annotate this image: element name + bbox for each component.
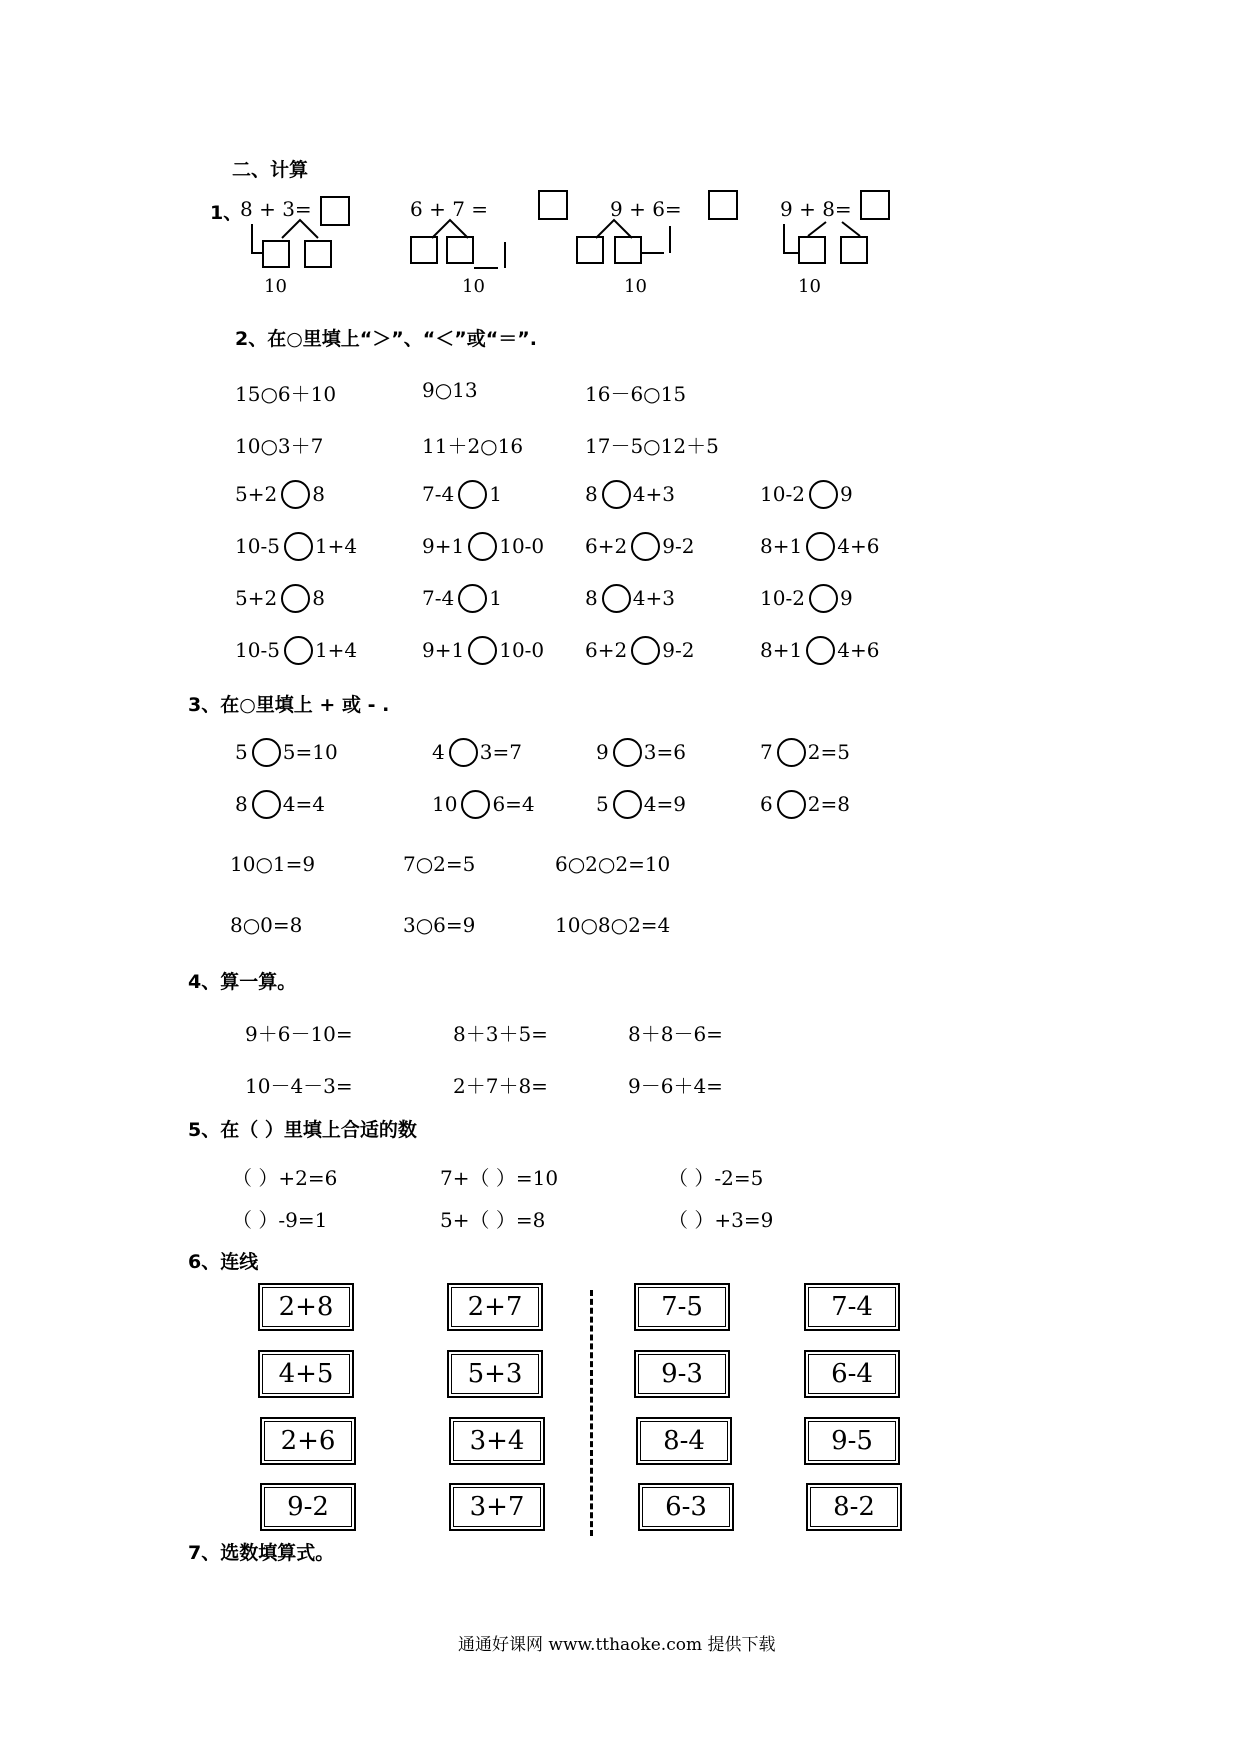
compare-expr: 16－6○15 bbox=[585, 382, 687, 406]
calc-expr: 2＋7＋8= bbox=[453, 1074, 548, 1098]
expr-left: 10-5 bbox=[235, 638, 280, 662]
ten-label: 10 bbox=[624, 276, 647, 297]
expr-right: 4=4 bbox=[282, 792, 325, 816]
expr-right: 3=7 bbox=[479, 740, 522, 764]
decomposition-lines bbox=[0, 0, 1240, 320]
expr-left: 10-2 bbox=[760, 482, 805, 506]
section-title: 二、计算 bbox=[232, 159, 309, 181]
split-box[interactable] bbox=[576, 236, 604, 264]
answer-circle[interactable] bbox=[468, 636, 497, 665]
q7-label: 7、选数填算式。 bbox=[188, 1542, 335, 1564]
operator-expr: 7○2=5 bbox=[403, 852, 476, 876]
match-box[interactable]: 5+3 bbox=[447, 1350, 543, 1398]
q6-label: 6、连线 bbox=[188, 1251, 259, 1273]
match-box[interactable]: 7-5 bbox=[634, 1283, 730, 1331]
split-box[interactable] bbox=[304, 240, 332, 268]
answer-circle[interactable] bbox=[284, 636, 313, 665]
answer-circle[interactable] bbox=[281, 584, 310, 613]
expr-left: 8+1 bbox=[760, 638, 803, 662]
calc-expr: 9＋6－10= bbox=[245, 1022, 353, 1046]
ten-label: 10 bbox=[264, 276, 287, 297]
answer-circle[interactable] bbox=[281, 480, 310, 509]
expr-left: 6+2 bbox=[585, 638, 628, 662]
match-box[interactable]: 2+7 bbox=[447, 1283, 543, 1331]
expr-left: 5+2 bbox=[235, 586, 278, 610]
expr-right: 3=6 bbox=[643, 740, 686, 764]
expr-right: 1 bbox=[489, 482, 502, 506]
expr-left: 6+2 bbox=[585, 534, 628, 558]
q1-item-3: 9 + 6= bbox=[610, 197, 682, 221]
footer-text: 通通好课网 www.tthaoke.com 提供下载 bbox=[458, 1635, 776, 1655]
expr-left: 10-5 bbox=[235, 534, 280, 558]
answer-circle[interactable] bbox=[631, 636, 660, 665]
expr-left: 8 bbox=[585, 586, 598, 610]
expr-left: 4 bbox=[432, 740, 445, 764]
expr-right: 4+3 bbox=[632, 482, 675, 506]
match-box[interactable]: 4+5 bbox=[258, 1350, 354, 1398]
match-box[interactable]: 2+8 bbox=[258, 1283, 354, 1331]
expr-right: 9 bbox=[839, 586, 853, 610]
expr-right: 9 bbox=[839, 482, 853, 506]
q1-label: 1、 bbox=[210, 202, 243, 224]
operator-expr: 8○0=8 bbox=[230, 913, 303, 937]
expr-left: 9+1 bbox=[422, 638, 465, 662]
operator-expr: 3○6=9 bbox=[403, 913, 476, 937]
q1-item-1: 8 + 3= bbox=[240, 197, 312, 221]
answer-circle[interactable] bbox=[631, 532, 660, 561]
q3-label: 3、在○里填上 + 或 - . bbox=[188, 694, 390, 716]
split-box[interactable] bbox=[410, 236, 438, 264]
expr-right: 1+4 bbox=[314, 638, 358, 662]
expr-right: 9-2 bbox=[662, 638, 695, 662]
expr-left: 8 bbox=[585, 482, 598, 506]
answer-circle[interactable] bbox=[458, 480, 487, 509]
expr-left: 5 bbox=[596, 792, 609, 816]
answer-circle[interactable] bbox=[777, 738, 806, 767]
fill-expr: （ ）-2=5 bbox=[668, 1166, 764, 1190]
expr-right: 4=9 bbox=[643, 792, 686, 816]
expr-left: 7-4 bbox=[422, 482, 455, 506]
answer-circle[interactable] bbox=[809, 584, 838, 613]
expr-left: 6 bbox=[760, 792, 773, 816]
split-box[interactable] bbox=[614, 236, 642, 264]
match-box[interactable]: 9-2 bbox=[260, 1483, 356, 1531]
match-box[interactable]: 6-4 bbox=[804, 1350, 900, 1398]
expr-right: 8 bbox=[312, 586, 325, 610]
answer-circle[interactable] bbox=[602, 584, 631, 613]
expr-right: 10-0 bbox=[499, 638, 545, 662]
expr-right: 9-2 bbox=[662, 534, 695, 558]
answer-circle[interactable] bbox=[809, 480, 838, 509]
answer-circle[interactable] bbox=[602, 480, 631, 509]
q2-label: 2、在○里填上“＞”、“＜”或“＝”. bbox=[235, 328, 537, 350]
expr-left: 8+1 bbox=[760, 534, 803, 558]
ten-label: 10 bbox=[798, 276, 821, 297]
fill-expr: 5+（ ）=8 bbox=[440, 1208, 546, 1232]
fill-expr: （ ）-9=1 bbox=[232, 1208, 328, 1232]
match-box[interactable]: 9-3 bbox=[634, 1350, 730, 1398]
expr-right: 1 bbox=[489, 586, 502, 610]
split-box[interactable] bbox=[798, 236, 826, 264]
expr-right: 1+4 bbox=[314, 534, 358, 558]
compare-expr: 11＋2○16 bbox=[422, 434, 524, 458]
expr-right: 4+6 bbox=[837, 638, 880, 662]
match-box[interactable]: 3+7 bbox=[449, 1483, 545, 1531]
match-box[interactable]: 3+4 bbox=[449, 1417, 545, 1465]
expr-right: 8 bbox=[312, 482, 325, 506]
compare-expr: 17－5○12＋5 bbox=[585, 434, 719, 458]
answer-circle[interactable] bbox=[777, 790, 806, 819]
calc-expr: 10－4－3= bbox=[245, 1074, 353, 1098]
answer-circle[interactable] bbox=[284, 532, 313, 561]
expr-left: 7-4 bbox=[422, 586, 455, 610]
answer-circle[interactable] bbox=[468, 532, 497, 561]
expr-left: 9 bbox=[596, 740, 609, 764]
answer-circle[interactable] bbox=[806, 636, 835, 665]
answer-circle[interactable] bbox=[613, 790, 642, 819]
calc-expr: 8＋8－6= bbox=[628, 1022, 723, 1046]
q4-label: 4、算一算。 bbox=[188, 971, 297, 993]
answer-circle[interactable] bbox=[461, 790, 490, 819]
answer-circle[interactable] bbox=[449, 738, 478, 767]
fill-expr: 7+（ ）=10 bbox=[440, 1166, 559, 1190]
match-box[interactable]: 8-4 bbox=[636, 1417, 732, 1465]
expr-left: 5 bbox=[235, 740, 248, 764]
match-box[interactable]: 7-4 bbox=[804, 1283, 900, 1331]
expr-left: 5+2 bbox=[235, 482, 278, 506]
q1-item-4: 9 + 8= bbox=[780, 197, 852, 221]
expr-right: 5=10 bbox=[282, 740, 338, 764]
expr-right: 4+6 bbox=[837, 534, 880, 558]
expr-left: 10-2 bbox=[760, 586, 805, 610]
fill-expr: （ ）+2=6 bbox=[232, 1166, 338, 1190]
expr-right: 10-0 bbox=[499, 534, 545, 558]
answer-circle[interactable] bbox=[458, 584, 487, 613]
expr-left: 10 bbox=[432, 792, 458, 816]
fill-expr: （ ）+3=9 bbox=[668, 1208, 774, 1232]
expr-right: 4+3 bbox=[632, 586, 675, 610]
expr-right: 6=4 bbox=[492, 792, 535, 816]
split-box[interactable] bbox=[840, 236, 868, 264]
q1-item-2: 6 + 7 = bbox=[410, 197, 489, 221]
compare-expr: 15○6＋10 bbox=[235, 382, 337, 406]
divider bbox=[590, 1290, 593, 1536]
match-box[interactable]: 9-5 bbox=[804, 1417, 900, 1465]
q5-label: 5、在（ ）里填上合适的数 bbox=[188, 1119, 417, 1141]
calc-expr: 9－6＋4= bbox=[628, 1074, 723, 1098]
compare-expr: 10○3＋7 bbox=[235, 434, 324, 458]
operator-expr: 10○1=9 bbox=[230, 852, 316, 876]
calc-expr: 8＋3＋5= bbox=[453, 1022, 548, 1046]
match-box[interactable]: 6-3 bbox=[638, 1483, 734, 1531]
compare-expr: 9○13 bbox=[422, 378, 478, 402]
split-box[interactable] bbox=[446, 236, 474, 264]
answer-circle[interactable] bbox=[252, 738, 281, 767]
answer-circle[interactable] bbox=[613, 738, 642, 767]
expr-left: 8 bbox=[235, 792, 248, 816]
expr-right: 2=5 bbox=[807, 740, 850, 764]
answer-circle[interactable] bbox=[252, 790, 281, 819]
expr-right: 2=8 bbox=[807, 792, 850, 816]
answer-circle[interactable] bbox=[806, 532, 835, 561]
expr-left: 7 bbox=[760, 740, 773, 764]
ten-label: 10 bbox=[462, 276, 485, 297]
split-box[interactable] bbox=[262, 240, 290, 268]
match-box[interactable]: 2+6 bbox=[260, 1417, 356, 1465]
operator-expr: 6○2○2=10 bbox=[555, 852, 671, 876]
match-box[interactable]: 8-2 bbox=[806, 1483, 902, 1531]
expr-left: 9+1 bbox=[422, 534, 465, 558]
operator-expr: 10○8○2=4 bbox=[555, 913, 671, 937]
